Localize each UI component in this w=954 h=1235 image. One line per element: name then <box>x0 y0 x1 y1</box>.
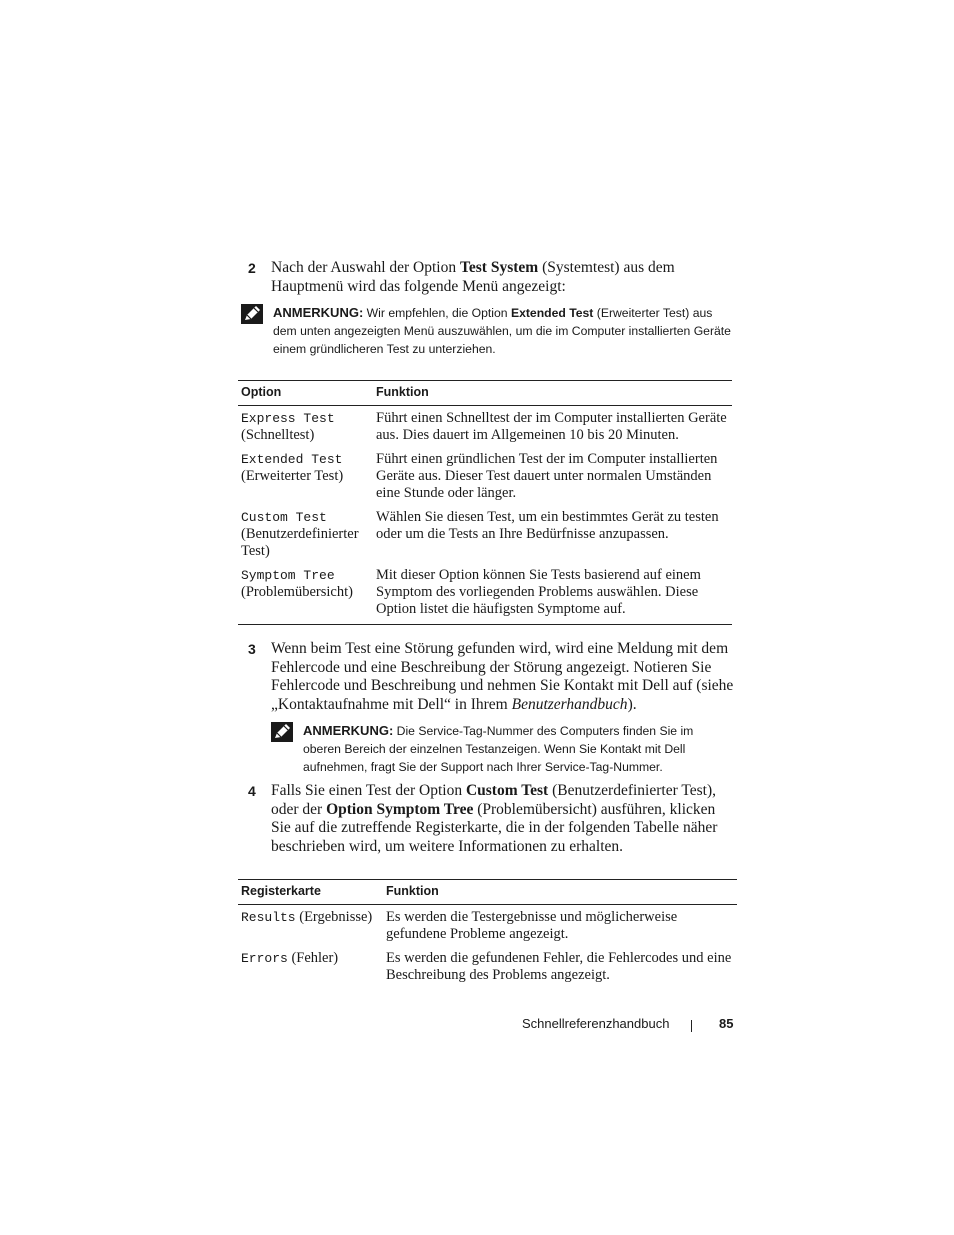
note-2 <box>271 722 711 776</box>
option-name: Express Test <box>241 411 335 426</box>
function-cell: Es werden die Testergebnisse und möglicherweise gefundene Probleme angezeigt. <box>386 909 678 942</box>
header-function: Funktion <box>373 381 732 406</box>
footer-title: Schnellreferenzhandbuch <box>522 1016 670 1031</box>
option-cell: Symptom Tree (Problemübersicht) <box>238 560 373 625</box>
option-name: Symptom Tree <box>241 568 335 583</box>
pencil-note-icon <box>271 722 293 742</box>
table-row <box>238 943 737 984</box>
note-text: ANMERKUNG: Wir empfehlen, die Option Extended Test (Erweiterter Test) aus dem unten angezeigten Menü auszuwählen, um die im Computer installierten Geräte einem gründlicheren Test zu unterziehen. <box>273 305 731 356</box>
table-row <box>238 905 737 944</box>
function-cell: Führt einen gründlichen Test der im Computer installierten Geräte aus. Dieser Test dauert unter normalen Umständen eine Stunde oder länger. <box>376 451 718 501</box>
option-cell: Custom Test (Benutzerdefinierter Test) <box>241 510 359 559</box>
step-number: 2 <box>248 260 256 276</box>
header-option: Option <box>238 381 373 406</box>
table-row <box>238 502 732 560</box>
step-text: Wenn beim Test eine Störung gefunden wird, wird eine Meldung mit dem Fehlercode und eine Beschreibung der Störung angezeigt. Notieren Sie Fehlercode und Beschreibung und nehmen Sie Kontakt mit Dell auf (siehe „Kontaktaufnahme mit Dell“ in Ihrem Benutzerhandbuch). <box>271 640 734 713</box>
step-4 <box>248 782 738 856</box>
tab-name: Errors <box>241 951 288 966</box>
option-name: Custom Test <box>241 510 327 525</box>
tab-cell: Results (Ergebnisse) <box>241 909 373 925</box>
function-cell: Mit dieser Option können Sie Tests basierend auf einem Symptom des vorliegenden Problems auswählen. Diese Option listet die häufigsten Symptome auf. <box>373 560 732 625</box>
step-text: Nach der Auswahl der Option Test System (Systemtest) aus dem Hauptmenü wird das folgende Menü angezeigt: <box>271 259 675 295</box>
tabs-table <box>238 879 737 984</box>
footer-divider <box>691 1020 692 1032</box>
function-cell: Führt einen Schnelltest der im Computer installierten Geräte aus. Dies dauert im Allgemeinen 10 bis 20 Minuten. <box>376 410 727 443</box>
step-number: 4 <box>248 783 256 799</box>
tab-cell: Errors (Fehler) <box>241 950 339 966</box>
step-number: 3 <box>248 641 256 657</box>
header-tab: Registerkarte <box>238 880 383 905</box>
function-cell: Wählen Sie diesen Test, um ein bestimmtes Gerät zu testen oder um die Tests an Ihre Bedürfnisse anzupassen. <box>376 509 719 542</box>
options-table <box>238 380 732 625</box>
function-cell: Es werden die gefundenen Fehler, die Fehlercodes und eine Beschreibung des Problems angezeigt. <box>386 950 732 983</box>
pencil-note-icon <box>241 304 263 324</box>
note-text: ANMERKUNG: Die Service-Tag-Nummer des Computers finden Sie im oberen Bereich der einzelnen Testanzeigen. Wenn Sie Kontakt mit Dell aufnehmen, fragt Sie der Support nach Ihrer Service-Tag-Nummer. <box>303 723 694 774</box>
note-1 <box>241 304 731 358</box>
step-text: Falls Sie einen Test der Option Custom Test (Benutzerdefinierter Test), oder der Option Symptom Tree (Problemübersicht) ausführen, klicken Sie auf die zutreffende Registerkarte, die in der folgenden Tabelle näher beschrieben wird, um weitere Informationen zu erhalten. <box>271 782 718 855</box>
page-number: 85 <box>719 1016 734 1031</box>
note-label: ANMERKUNG: <box>273 305 364 320</box>
table-row <box>238 560 732 625</box>
tab-name: Results <box>241 910 296 925</box>
step-3 <box>248 640 738 714</box>
table-header-row <box>238 880 737 905</box>
step-2 <box>248 259 738 296</box>
header-function: Funktion <box>383 880 737 905</box>
table-header-row <box>238 381 732 406</box>
option-cell: Extended Test (Erweiterter Test) <box>241 452 344 484</box>
table-row <box>238 444 732 502</box>
table-row <box>238 406 732 445</box>
note-label: ANMERKUNG: <box>303 723 394 738</box>
option-cell: Express Test (Schnelltest) <box>241 411 335 443</box>
option-name: Extended Test <box>241 452 343 467</box>
